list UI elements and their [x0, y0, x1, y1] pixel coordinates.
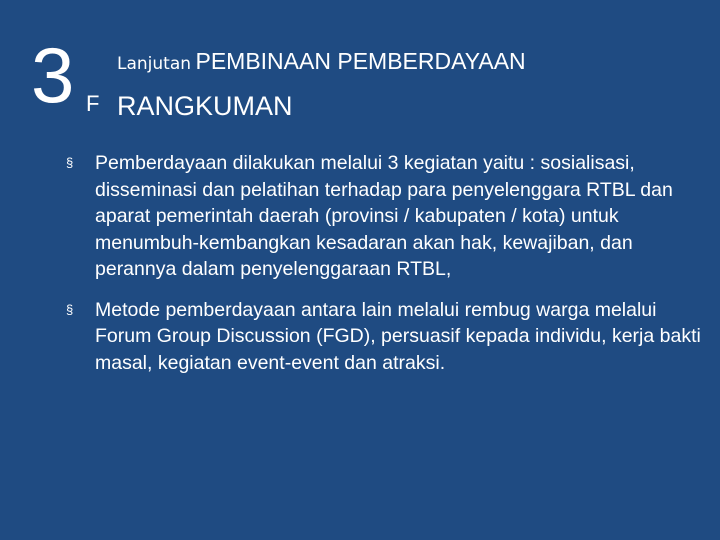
bullet-square-icon: §: [66, 301, 74, 317]
bullet-square-icon: §: [66, 155, 74, 170]
section-letter: F: [86, 91, 100, 116]
title-main: PEMBINAAN PEMBERDAYAAN: [195, 48, 526, 74]
bullet-text: Pemberdayaan dilakukan melalui 3 kegiatan yaitu : sosialisasi, disseminasi dan pelatihan terhadap para penyelenggara RTBL dan aparat pemerintah daerah (provinsi / kabupaten / kota) untuk menumbuh-kembangkan kesadaran akan hak, kewajiban, dan perannya dalam penyelenggaraan RTBL,: [95, 152, 673, 280]
bullet-item: [66, 150, 711, 283]
slide-title: [117, 46, 526, 80]
slide-subtitle: RANGKUMAN: [117, 91, 293, 121]
section-number: 3: [31, 31, 75, 119]
bullet-item: [66, 297, 711, 377]
bullet-text: Metode pemberdayaan antara lain melalui rembug warga melalui Forum Group Discussion (FGD), persuasif kepada individu, kerja bakti masal, kegiatan event-event dan atraksi.: [95, 298, 701, 374]
bullet-list: [66, 150, 711, 390]
title-prefix: Lanjutan: [117, 54, 192, 74]
